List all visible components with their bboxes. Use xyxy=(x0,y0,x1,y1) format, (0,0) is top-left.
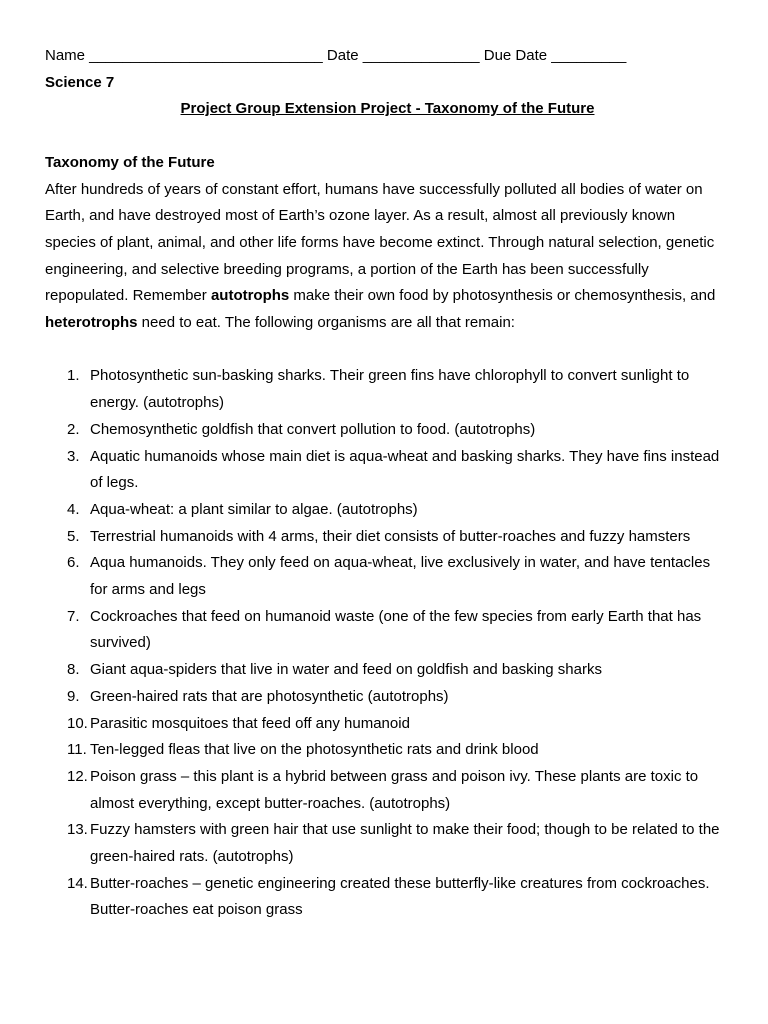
blank-line xyxy=(45,123,730,150)
organism-list-item xyxy=(45,444,730,497)
list-item-text: Aquatic humanoids whose main diet is aqua-wheat and basking sharks. They have fins instead of legs. xyxy=(90,447,720,492)
list-item-text: Chemosynthetic goldfish that convert pollution to food. (autotrophs) xyxy=(90,420,536,438)
organism-list-item xyxy=(45,550,730,603)
blank-line xyxy=(45,337,730,364)
list-item-text: Aqua humanoids. They only feed on aqua-wheat, live exclusively in water, and have tentacles for arms and legs xyxy=(90,554,711,599)
organism-list-item xyxy=(45,737,730,764)
organism-list-item xyxy=(45,604,730,657)
organism-list xyxy=(45,363,730,924)
intro-text-3: need to eat. The following organisms are all that remain: xyxy=(137,314,515,332)
list-item-number: 10. xyxy=(67,714,88,732)
list-item-number: 3. xyxy=(67,447,80,465)
list-item-text: Photosynthetic sun-basking sharks. Their green fins have chlorophyll to convert sunlight to energy. (autotrophs) xyxy=(90,367,690,412)
list-item-text: Green-haired rats that are photosynthetic (autotrophs) xyxy=(90,687,449,705)
term-autotrophs: autotrophs xyxy=(210,287,290,305)
list-item-number: 12. xyxy=(67,767,88,785)
list-item-text: Parasitic mosquitoes that feed off any humanoid xyxy=(90,714,410,732)
organism-list-item xyxy=(45,684,730,711)
list-item-text: Ten-legged fleas that live on the photosynthetic rats and drink blood xyxy=(90,741,539,759)
organism-list-item xyxy=(45,497,730,524)
list-item-text: Fuzzy hamsters with green hair that use sunlight to make their food; though to be related to the green-haired rats. (autotrophs) xyxy=(90,821,720,866)
list-item-number: 6. xyxy=(67,554,80,572)
list-item-text: Butter-roaches – genetic engineering created these butterfly-like creatures from cockroaches. Butter-roaches eat poison grass xyxy=(90,874,710,919)
list-item-number: 7. xyxy=(67,607,80,625)
project-title-line xyxy=(45,96,730,123)
section-heading: Taxonomy of the Future xyxy=(45,153,215,171)
intro-text-1: After hundreds of years of constant effort, humans have successfully polluted all bodies of water on Earth, and have destroyed most of Earth’s ozone layer. As a result, almost all previously known species of plant, animal, and other life forms have become extinct. Through natural selection, genetic engineering, and selective breeding programs, a portion of the Earth has been successfully repopulated. Remember xyxy=(45,180,715,305)
list-item-number: 8. xyxy=(67,661,80,679)
intro-paragraph xyxy=(45,177,730,337)
list-item-number: 14. xyxy=(67,874,88,892)
list-item-number: 5. xyxy=(67,527,80,545)
intro-text-2: make their own food by photosynthesis or chemosynthesis, and xyxy=(289,287,716,305)
list-item-text: Giant aqua-spiders that live in water and feed on goldfish and basking sharks xyxy=(90,661,602,679)
organism-list-item xyxy=(45,524,730,551)
term-heterotrophs: heterotrophs xyxy=(45,314,138,332)
list-item-text: Cockroaches that feed on humanoid waste (one of the few species from early Earth that has survived) xyxy=(90,607,702,652)
organism-list-item xyxy=(45,657,730,684)
list-item-number: 13. xyxy=(67,821,88,839)
project-title: Project Group Extension Project - Taxonomy of the Future xyxy=(180,100,595,118)
list-item-number: 1. xyxy=(67,367,80,385)
list-item-number: 2. xyxy=(67,420,80,438)
list-item-number: 9. xyxy=(67,687,80,705)
organism-list-item xyxy=(45,417,730,444)
document-page xyxy=(45,43,730,924)
organism-list-item xyxy=(45,363,730,416)
list-item-text: Poison grass – this plant is a hybrid between grass and poison ivy. These plants are toxic to almost everything, except butter-roaches. (autotrophs) xyxy=(90,767,699,812)
name-date-line: Name ____________________________ Date ______________ Due Date _________ xyxy=(45,47,627,64)
list-item-text: Aqua-wheat: a plant similar to algae. (autotrophs) xyxy=(90,500,418,518)
list-item-number: 4. xyxy=(67,500,80,518)
organism-list-item xyxy=(45,764,730,817)
organism-list-item xyxy=(45,817,730,870)
class-label: Science 7 xyxy=(45,73,115,91)
list-item-text: Terrestrial humanoids with 4 arms, their diet consists of butter-roaches and fuzzy hamsters xyxy=(90,527,691,545)
list-item-number: 11. xyxy=(67,741,87,759)
organism-list-item xyxy=(45,711,730,738)
organism-list-item xyxy=(45,871,730,924)
